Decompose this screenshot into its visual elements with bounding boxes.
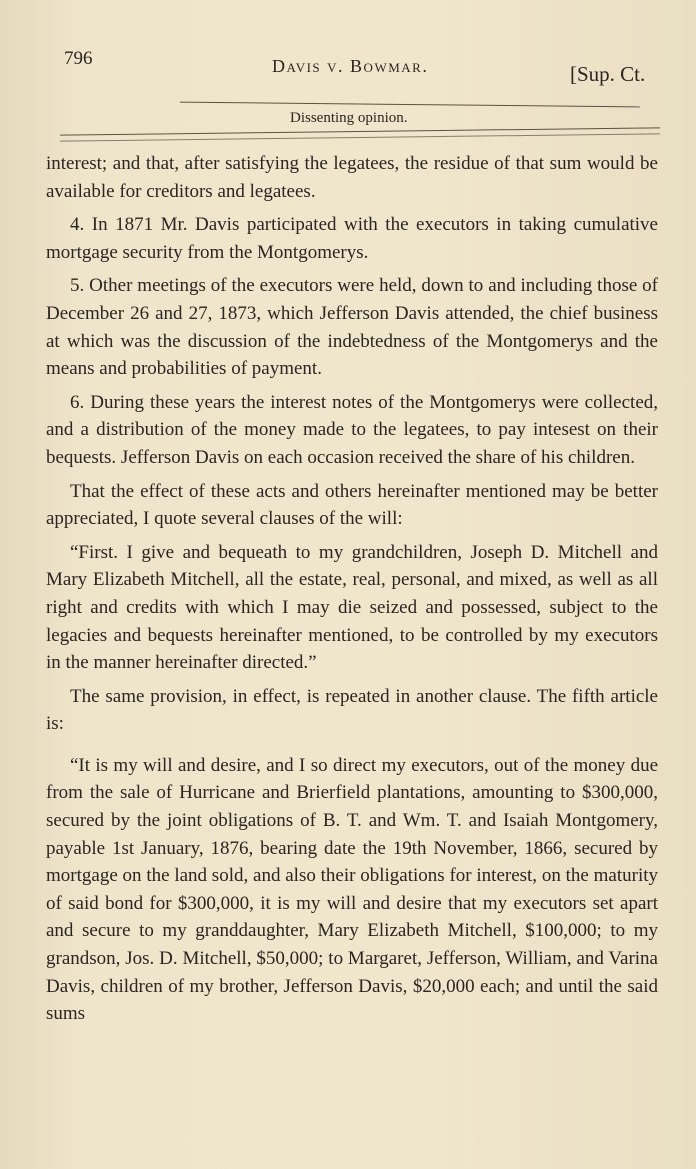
court-label: [Sup. Ct. [570, 62, 646, 86]
paragraph: That the effect of these acts and others hereinafter mentioned may be better appreciated, I quote several clauses of the will: [46, 480, 658, 530]
header-rule [180, 102, 640, 108]
running-title: Davis v. Bowmar. [272, 56, 429, 76]
paragraph: The same provision, in effect, is repeated in another clause. The fifth article is: [46, 685, 658, 735]
body-text [46, 150, 658, 1034]
paragraph: 6. During these years the interest notes of the Montgomerys were collected, and a distribution of the money made to the legatees, to pay intesest on their bequests. Jefferson Davis on each occasion received the share of his children. [46, 391, 658, 468]
paragraph: interest; and that, after satisfying the legatees, the residue of that sum would be available for creditors and legatees. [46, 153, 658, 202]
quoted-paragraph: “It is my will and desire, and I so direct my executors, out of the money due from the sale of Hurricane and Brierfield plantations, amounting to $300,000, secured by the joint obligations of B. T. and Wm. T. and Isaiah Montgomery, payable 1st January, 1876, bearing date the 19th November, 1866, secured by mortgage on the land sold, and also their obligations for interest, on the maturity of said bond for $300,000, it is my will and desire that my executors set apart and secure to my granddaughter, Mary Elizabeth Mitchell, $100,000; to my grandson, Jos. D. Mitchell, $50,000; to Margaret, Jefferson, William, and Varina Davis, children of my brother, Jefferson Davis, $20,000 each; and until the said sums [46, 754, 658, 1025]
quoted-paragraph: “First. I give and bequeath to my grandchildren, Joseph D. Mitchell and Mary Elizabeth Mitchell, all the estate, real, personal, and mixed, as well as all right and credits with which I may die seized and possessed, subject to the legacies and bequests hereinafter mentioned, to be controlled by my executors in the manner hereinafter directed.” [46, 541, 658, 674]
page-number: 796 [64, 48, 93, 69]
page-header [0, 0, 696, 140]
section-rule-secondary [60, 133, 660, 141]
paragraph: 4. In 1871 Mr. Davis participated with the executors in taking cumulative mortgage security from the Montgomerys. [46, 214, 658, 263]
paragraph: 5. Other meetings of the executors were held, down to and including those of December 26 and 27, 1873, which Jefferson Davis attended, the chief business at which was the discussion of the indebtedness of the Montgomerys and the means and probabilities of payment. [46, 275, 658, 380]
section-label: Dissenting opinion. [290, 110, 408, 126]
